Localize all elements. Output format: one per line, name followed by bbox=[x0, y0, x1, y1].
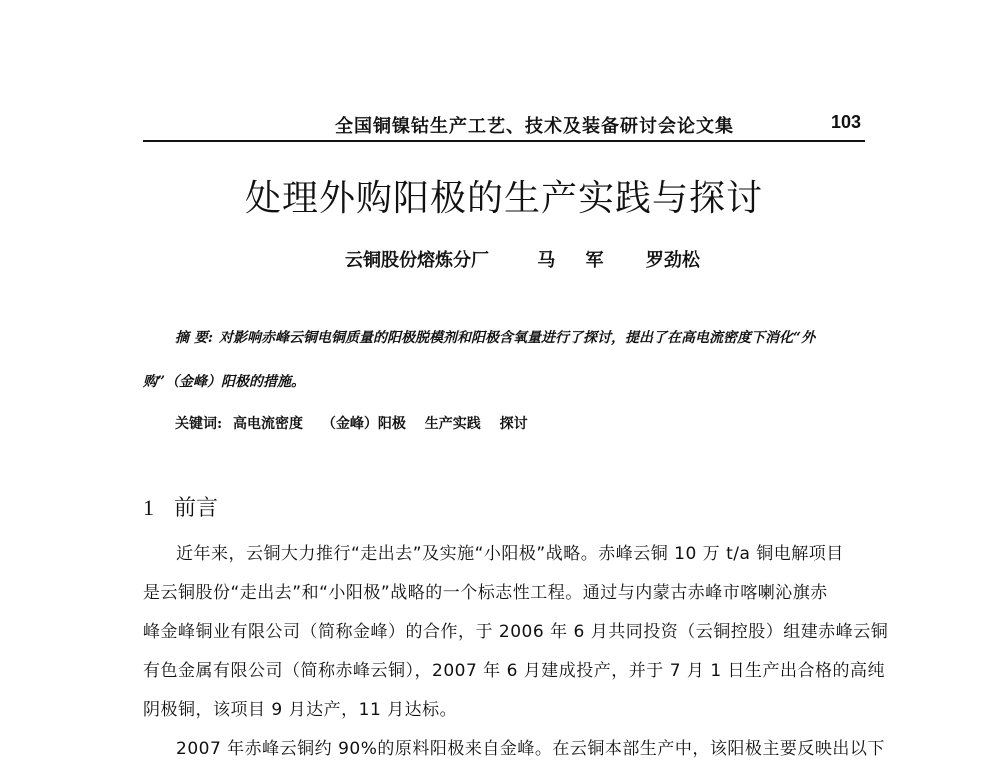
author-name: 马 军 bbox=[537, 250, 616, 271]
running-header bbox=[143, 110, 865, 142]
section-title: 前言 bbox=[174, 496, 219, 521]
keyword: 生产实践 bbox=[424, 416, 481, 432]
body-text-line: 近年来，云铜大力推行“走出去”及实施“小阳极”战略。赤峰云铜 10 万 t/a 铜电解项目 bbox=[176, 544, 844, 564]
author-name: 罗劲松 bbox=[645, 250, 700, 271]
body-text-line: 2007 年赤峰云铜约 90%的原料阳极来自金峰。在云铜本部生产中，该阳极主要反映出以下 bbox=[176, 739, 885, 759]
body-text-line: 有色金属有限公司（简称赤峰云铜），2007 年 6 月建成投产，并于 7 月 1 日生产出合格的高纯 bbox=[143, 661, 886, 681]
abstract-label: 摘 要: bbox=[175, 330, 214, 346]
body-text-line: 是云铜股份“走出去”和“小阳极”战略的一个标志性工程。通过与内蒙古赤峰市喀喇沁旗赤 bbox=[143, 583, 828, 603]
byline bbox=[345, 246, 700, 272]
keyword: 探讨 bbox=[499, 416, 528, 432]
abstract-line: 购”（金峰）阳极的措施。 bbox=[143, 374, 306, 390]
article-title: 处理外购阳极的生产实践与探讨 bbox=[244, 178, 763, 219]
abstract-line bbox=[175, 327, 815, 347]
body-text-line: 阴极铜，该项目 9 月达产，11 月达标。 bbox=[143, 700, 458, 720]
section-number: 1 bbox=[143, 495, 154, 520]
page-number: 103 bbox=[830, 112, 861, 132]
keywords bbox=[175, 413, 542, 433]
author-affiliation: 云铜股份熔炼分厂 bbox=[345, 250, 489, 271]
body-text-line: 峰金峰铜业有限公司（简称金峰）的合作，于 2006 年 6 月共同投资（云铜控股）组建赤峰云铜 bbox=[143, 622, 889, 642]
section-heading bbox=[143, 491, 218, 522]
keywords-label: 关键词: bbox=[175, 416, 223, 432]
keyword: 高电流密度 bbox=[233, 416, 304, 432]
proceedings-title: 全国铜镍钴生产工艺、技术及装备研讨会论文集 bbox=[335, 116, 734, 137]
abstract-text: 对影响赤峰云铜电铜质量的阳极脱模剂和阳极含氧量进行了探讨，提出了在高电流密度下消化“外 bbox=[219, 330, 816, 346]
keyword: （金峰）阳极 bbox=[321, 416, 406, 432]
